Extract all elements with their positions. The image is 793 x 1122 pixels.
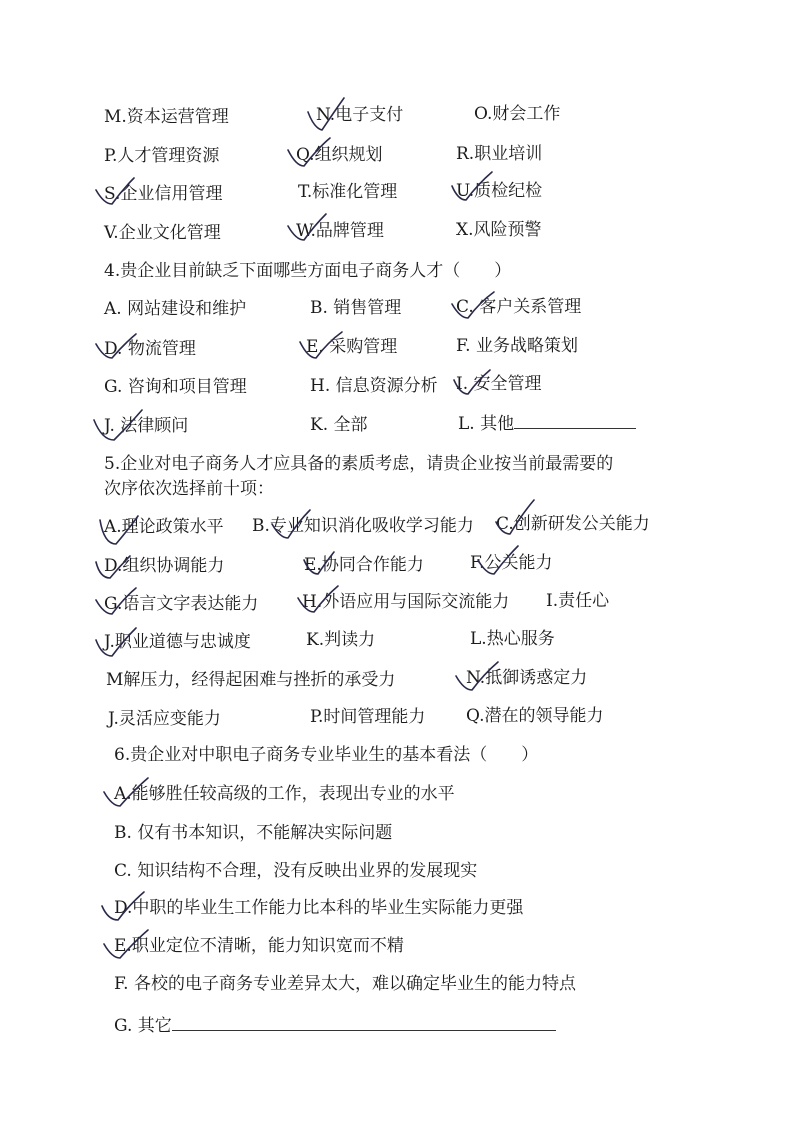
option-q3-Q[interactable]: Q.组织规划 [296,145,383,165]
option-q4-C[interactable]: C. 客户关系管理 [456,297,582,317]
option-q5-A[interactable]: A.理论政策水平 [104,517,224,537]
option-q5-L[interactable]: L.热心服务 [470,629,555,649]
option-q5-E[interactable]: E.协同合作能力 [304,555,424,575]
option-q4-J[interactable]: J. 法律顾问 [104,416,189,436]
option-q4-G[interactable]: G. 咨询和项目管理 [104,377,247,397]
option-q4-F[interactable]: F. 业务战略策划 [456,336,578,356]
q4-other-blank[interactable] [514,412,636,429]
option-q5-F[interactable]: F.公关能力 [470,553,553,573]
option-q4-D[interactable]: D. 物流管理 [104,339,196,359]
question-5-line1: 5.企业对电子商务人才应具备的素质考虑，请贵企业按当前最需要的 [104,454,614,474]
option-q4-B[interactable]: B. 销售管理 [310,298,402,318]
option-q3-M[interactable]: M.资本运营管理 [104,107,229,127]
option-q6-D[interactable]: D.中职的毕业生工作能力比本科的毕业生实际能力更强 [114,898,524,918]
option-q3-P[interactable]: P.人才管理资源 [104,146,220,166]
option-q5-P[interactable]: P.时间管理能力 [310,707,426,727]
option-q5-B[interactable]: B.专业知识消化吸收学习能力 [252,516,474,536]
option-q4-I[interactable]: I. 安全管理 [456,374,542,394]
option-q3-U[interactable]: U.质检纪检 [456,181,543,201]
option-q4-L[interactable] [458,412,636,435]
option-q3-X[interactable]: X.风险预警 [456,220,542,240]
option-q3-T[interactable]: T.标准化管理 [298,182,398,202]
option-q5-Q[interactable]: Q.潜在的领导能力 [466,706,604,726]
question-5-line2: 次序依次选择前十项： [104,479,274,499]
option-q5-I[interactable]: I.责任心 [546,591,610,611]
option-q3-S[interactable]: S.企业信用管理 [104,184,223,204]
option-q4-L-label: L. 其他 [458,414,515,434]
option-q3-O[interactable]: O.财会工作 [474,104,561,124]
option-q4-E[interactable]: E. 采购管理 [306,337,398,357]
option-q5-G[interactable]: G.语言文字表达能力 [104,594,259,614]
option-q3-W[interactable]: W.品牌管理 [296,221,384,241]
option-q5-K[interactable]: K.判读力 [306,630,376,650]
option-q6-F[interactable]: F. 各校的电子商务专业差异太大，难以确定毕业生的能力特点 [114,974,576,994]
option-q5-N[interactable]: N.抵御诱惑定力 [466,668,588,688]
option-q5-O[interactable]: J.灵活应变能力 [108,709,221,729]
option-q6-E[interactable]: E.职业定位不清晰，能力知识宽而不精 [114,936,404,956]
question-4: 4.贵企业目前缺乏下面哪些方面电子商务人才（ ） [104,261,512,281]
option-q6-A[interactable]: A.能够胜任较高级的工作，表现出专业的水平 [114,784,455,804]
option-q3-R[interactable]: R.职业培训 [456,144,543,164]
q6-other-blank[interactable] [172,1014,556,1031]
option-q5-C[interactable]: C.创新研发公关能力 [496,514,650,534]
option-q6-C[interactable]: C. 知识结构不合理，没有反映出业界的发展现实 [114,861,478,881]
option-q4-A[interactable]: A. 网站建设和维护 [104,299,247,319]
option-q5-H[interactable]: H.外语应用与国际交流能力 [302,592,510,612]
option-q6-G-label: G. 其它 [114,1016,172,1036]
option-q3-V[interactable]: V.企业文化管理 [104,223,221,243]
option-q4-K[interactable]: K. 全部 [310,415,368,435]
question-6: 6.贵企业对中职电子商务专业毕业生的基本看法（ ） [114,745,539,765]
option-q5-M[interactable]: M解压力，经得起困难与挫折的承受力 [106,670,396,690]
option-q4-H[interactable]: H. 信息资源分析 [310,376,438,396]
option-q6-G[interactable] [114,1014,556,1037]
option-q6-B[interactable]: B. 仅有书本知识，不能解决实际问题 [114,823,393,843]
option-q3-N[interactable]: N.电子支付 [316,105,404,125]
option-q5-J[interactable]: J.职业道德与忠诚度 [104,632,251,652]
option-q5-D[interactable]: D.组织协调能力 [104,556,225,576]
